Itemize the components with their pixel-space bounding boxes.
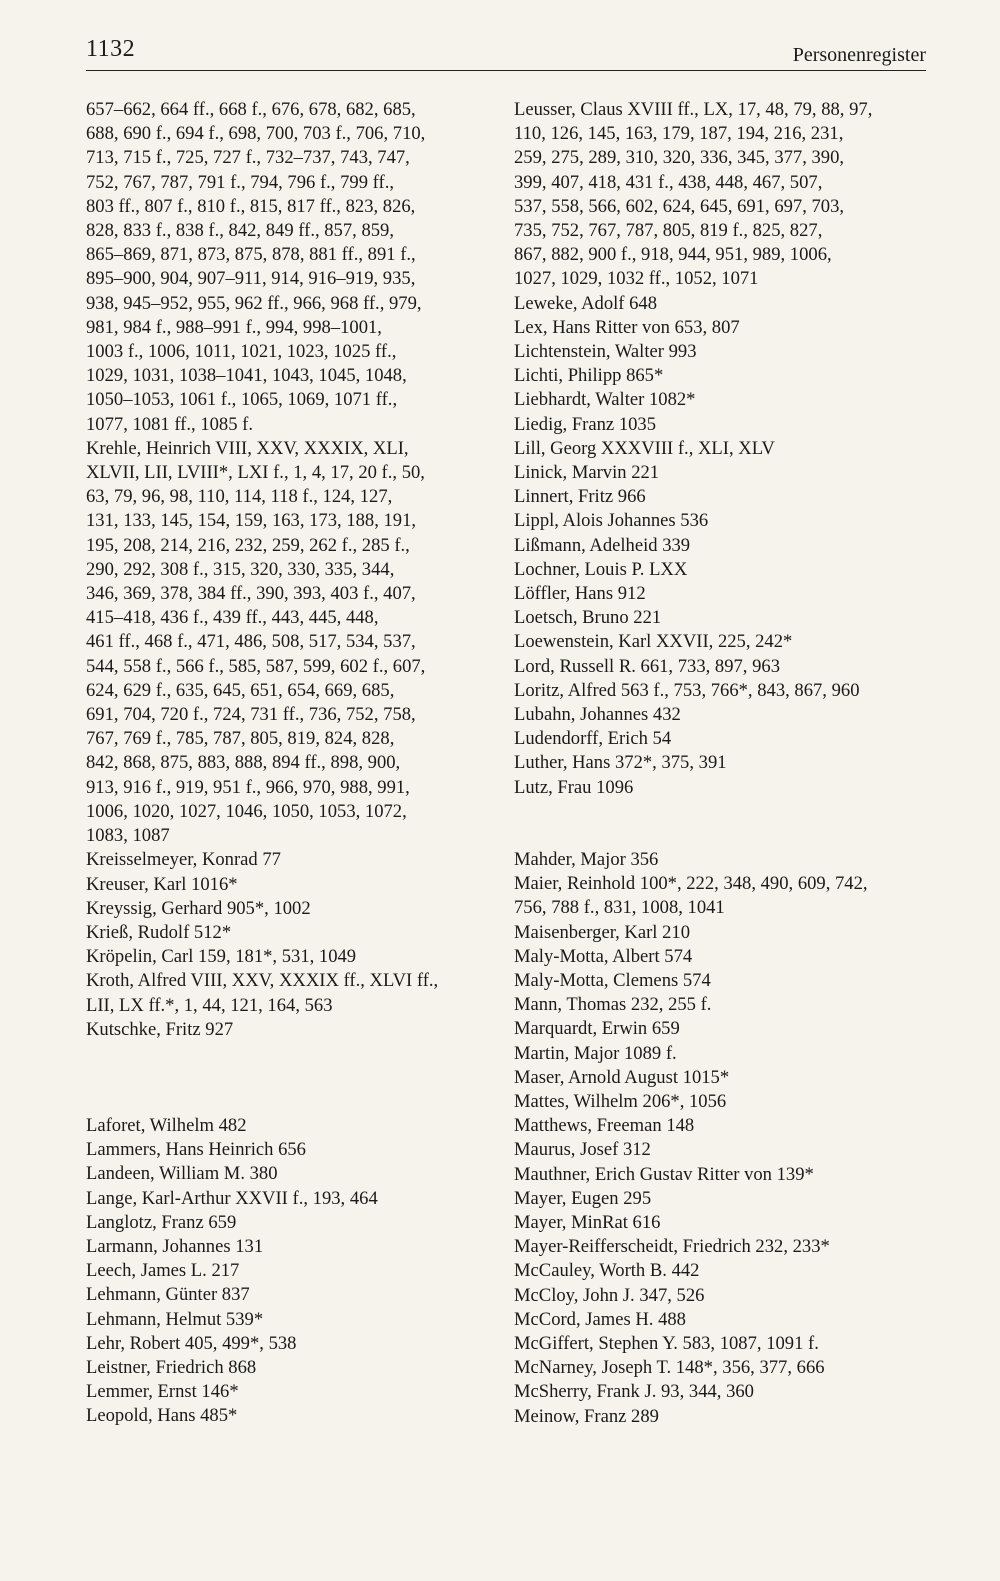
index-entry-line: Langlotz, Franz 659: [86, 1211, 237, 1233]
index-entry: [514, 340, 940, 364]
index-entry-line: Maly-Motta, Clemens 574: [514, 969, 711, 991]
index-entry-line: 691, 704, 720 f., 724, 731 ff., 736, 752, 758,: [86, 704, 416, 726]
index-entry-line: Loritz, Alfred 563 f., 753, 766*, 843, 867, 960: [514, 679, 860, 701]
index-entry-line: Meinow, Franz 289: [514, 1405, 659, 1427]
index-entry-line: Lehmann, Günter 837: [86, 1284, 250, 1306]
entry-block-k: [86, 98, 506, 1042]
index-entry-line: 1083, 1087: [86, 825, 170, 847]
index-entry-line: 544, 558 f., 566 f., 585, 587, 599, 602 f., 607,: [86, 655, 426, 677]
index-entry-line: Lubahn, Johannes 432: [514, 704, 681, 726]
index-entry: [514, 437, 940, 461]
entry-block-m: [514, 848, 940, 1429]
index-entry: [514, 364, 940, 388]
index-entry-line: Martin, Major 1089 f.: [514, 1042, 677, 1064]
index-entry: [514, 98, 940, 292]
page-number: 1132: [86, 36, 136, 62]
index-entry: [514, 993, 940, 1017]
index-entry: [514, 679, 940, 703]
index-entry-line: Laforet, Wilhelm 482: [86, 1114, 247, 1136]
index-entry: [514, 703, 940, 727]
index-column-left: [86, 98, 506, 1429]
index-entry: [514, 1332, 940, 1356]
index-column-right: [514, 98, 940, 1429]
index-entry: [86, 945, 506, 969]
index-entry-line: 415–418, 436 f., 439 ff., 443, 445, 448,: [86, 607, 379, 629]
index-entry-line: 657–662, 664 ff., 668 f., 676, 678, 682, 685,: [86, 99, 416, 120]
index-entry: [514, 1284, 940, 1308]
index-entry-line: 1003 f., 1006, 1011, 1021, 1023, 1025 ff.,: [86, 341, 397, 363]
index-entry: [86, 1283, 506, 1307]
index-entry-line: Larmann, Johannes 131: [86, 1235, 264, 1257]
index-entry-line: Landeen, William M. 380: [86, 1163, 278, 1185]
index-entry: [86, 1211, 506, 1235]
index-entry: [86, 1138, 506, 1162]
index-entry-line: Mauthner, Erich Gustav Ritter von 139*: [514, 1163, 814, 1185]
running-head: Personenregister: [792, 44, 926, 66]
index-entry: [86, 1114, 506, 1138]
index-entry: [86, 1187, 506, 1211]
index-entry-line: Loewenstein, Karl XXVII, 225, 242*: [514, 631, 793, 653]
index-entry-line: Krehle, Heinrich VIII, XXV, XXXIX, XLI,: [86, 437, 409, 459]
index-entry-line: 1077, 1081 ff., 1085 f.: [86, 413, 253, 435]
index-entry-line: Leopold, Hans 485*: [86, 1405, 238, 1427]
index-entry-line: Lutz, Frau 1096: [514, 776, 634, 798]
entry-block-l-continued: [514, 98, 940, 800]
index-entry: [514, 1308, 940, 1332]
index-entry-line: Leech, James L. 217: [86, 1260, 240, 1282]
entry-block-l: [86, 1114, 506, 1429]
index-entry-line: 842, 868, 875, 883, 888, 894 ff., 898, 900,: [86, 752, 401, 774]
index-entry: [514, 558, 940, 582]
index-entry: [514, 872, 940, 920]
index-entry: [86, 873, 506, 897]
index-entry-line: 688, 690 f., 694 f., 698, 700, 703 f., 706, 710,: [86, 123, 426, 145]
index-entry: [86, 1162, 506, 1186]
index-entry-line: 110, 126, 145, 163, 179, 187, 194, 216, 231,: [514, 123, 844, 145]
index-entry-line: Lochner, Louis P. LXX: [514, 558, 688, 580]
index-entry: [514, 1235, 940, 1259]
index-entry: [86, 848, 506, 872]
index-entry-line: Lehr, Robert 405, 499*, 538: [86, 1332, 297, 1354]
index-entry-line: 803 ff., 807 f., 810 f., 815, 817 ff., 823, 826,: [86, 195, 416, 217]
index-entry-line: McGiffert, Stephen Y. 583, 1087, 1091 f.: [514, 1332, 819, 1354]
index-entry: [514, 1114, 940, 1138]
index-entry: [514, 1163, 940, 1187]
index-entry-line: 756, 788 f., 831, 1008, 1041: [514, 897, 725, 919]
index-entry-line: 346, 369, 378, 384 ff., 390, 393, 403 f., 407,: [86, 583, 416, 605]
index-entry: [514, 1259, 940, 1283]
index-entry: [514, 509, 940, 533]
index-entry: [514, 727, 940, 751]
index-entry-line: Maly-Motta, Albert 574: [514, 945, 693, 967]
index-entry: [514, 534, 940, 558]
index-entry-line: Marquardt, Erwin 659: [514, 1018, 680, 1040]
index-entry-line: 537, 558, 566, 602, 624, 645, 691, 697, 703,: [514, 195, 845, 217]
index-entry: [514, 945, 940, 969]
index-entry-line: 895–900, 904, 907–911, 914, 916–919, 935,: [86, 268, 416, 290]
index-entry: [514, 1090, 940, 1114]
index-entry-continued: [86, 98, 506, 437]
index-entry-line: Lange, Karl-Arthur XXVII f., 193, 464: [86, 1187, 378, 1209]
index-entry-line: LII, LX ff.*, 1, 44, 121, 164, 563: [86, 994, 333, 1016]
index-entry: [514, 921, 940, 945]
index-entry: [514, 1017, 940, 1041]
index-entry-line: Ludendorff, Erich 54: [514, 728, 672, 750]
index-entry: [514, 413, 940, 437]
index-entry: [514, 606, 940, 630]
index-entry: [514, 461, 940, 485]
index-entry: [514, 1380, 940, 1404]
index-entry-line: 867, 882, 900 f., 918, 944, 951, 989, 1006,: [514, 244, 832, 266]
index-entry-line: 195, 208, 214, 216, 232, 259, 262 f., 285 f.,: [86, 534, 410, 556]
index-entry: [514, 1187, 940, 1211]
index-entry: [86, 1356, 506, 1380]
index-entry-line: Mayer-Reifferscheidt, Friedrich 232, 233*: [514, 1236, 830, 1258]
index-entry: [86, 1380, 506, 1404]
index-entry-line: Maurus, Josef 312: [514, 1139, 651, 1161]
index-entry: [514, 1211, 940, 1235]
index-entry: [514, 316, 940, 340]
index-entry-line: Linnert, Fritz 966: [514, 486, 646, 508]
index-entry-line: Lippl, Alois Johannes 536: [514, 510, 709, 532]
index-entry: [86, 897, 506, 921]
index-entry-line: Mann, Thomas 232, 255 f.: [514, 994, 712, 1016]
letter-gap: [514, 800, 940, 848]
index-entry: [514, 969, 940, 993]
index-entry-line: Kreuser, Karl 1016*: [86, 873, 238, 895]
letter-gap: [86, 1042, 506, 1114]
index-entry-line: Leusser, Claus XVIII ff., LX, 17, 48, 79, 88, 97,: [514, 99, 873, 120]
index-entry-line: 461 ff., 468 f., 471, 486, 508, 517, 534, 537,: [86, 631, 416, 653]
index-entry-line: 981, 984 f., 988–991 f., 994, 998–1001,: [86, 316, 382, 338]
index-entry-line: 290, 292, 308 f., 315, 320, 330, 335, 344,: [86, 558, 395, 580]
index-entry-line: Mahder, Major 356: [514, 848, 659, 870]
index-entry-line: Lord, Russell R. 661, 733, 897, 963: [514, 655, 780, 677]
index-entry-line: Lill, Georg XXXVIII f., XLI, XLV: [514, 437, 775, 459]
index-entry: [86, 1018, 506, 1042]
index-entry: [514, 1356, 940, 1380]
index-entry-line: Linick, Marvin 221: [514, 462, 660, 484]
index-entry: [514, 1138, 940, 1162]
index-entry-line: 1027, 1029, 1032 ff., 1052, 1071: [514, 268, 759, 290]
index-entry-line: 63, 79, 96, 98, 110, 114, 118 f., 124, 127,: [86, 486, 393, 508]
index-entry-line: Lammers, Hans Heinrich 656: [86, 1139, 306, 1161]
index-entry-line: Mayer, Eugen 295: [514, 1187, 652, 1209]
index-entry-line: 399, 407, 418, 431 f., 438, 448, 467, 507,: [514, 171, 823, 193]
index-entry-line: Loetsch, Bruno 221: [514, 607, 662, 629]
index-entry: [86, 969, 506, 1017]
index-entry-line: 735, 752, 767, 787, 805, 819 f., 825, 827,: [514, 220, 823, 242]
index-entry-line: Mayer, MinRat 616: [514, 1211, 661, 1233]
index-entry: [514, 776, 940, 800]
index-entry-line: Matthews, Freeman 148: [514, 1115, 695, 1137]
index-entry-line: Löffler, Hans 912: [514, 583, 646, 605]
index-entry-line: Kroth, Alfred VIII, XXV, XXXIX ff., XLVI ff.,: [86, 970, 439, 992]
index-entry: [514, 630, 940, 654]
index-entry-line: 1029, 1031, 1038–1041, 1043, 1045, 1048,: [86, 365, 407, 387]
index-entry-line: Kröpelin, Carl 159, 181*, 531, 1049: [86, 946, 357, 968]
index-entry-line: Leweke, Adolf 648: [514, 292, 658, 314]
index-entry: [86, 437, 506, 848]
index-entry-line: Leistner, Friedrich 868: [86, 1356, 257, 1378]
index-entry: [514, 1042, 940, 1066]
index-entry-line: 752, 767, 787, 791 f., 794, 796 f., 799 ff.,: [86, 171, 394, 193]
index-entry-line: 938, 945–952, 955, 962 ff., 966, 968 ff., 979,: [86, 292, 422, 314]
index-entry-line: Kreisselmeyer, Konrad 77: [86, 849, 281, 871]
index-entry: [86, 1404, 506, 1428]
index-entry-line: Lex, Hans Ritter von 653, 807: [514, 316, 740, 338]
index-entry-line: Lißmann, Adelheid 339: [514, 534, 691, 556]
index-entry-line: 259, 275, 289, 310, 320, 336, 345, 377, 390,: [514, 147, 845, 169]
index-entry-line: Mattes, Wilhelm 206*, 1056: [514, 1090, 727, 1112]
index-entry-line: 865–869, 871, 873, 875, 878, 881 ff., 891 f.,: [86, 244, 416, 266]
index-entry: [514, 1066, 940, 1090]
index-entry-line: Lichtenstein, Walter 993: [514, 341, 697, 363]
index-entry-line: Liedig, Franz 1035: [514, 413, 657, 435]
index-entry-line: 713, 715 f., 725, 727 f., 732–737, 743, 747,: [86, 147, 410, 169]
index-entry: [514, 655, 940, 679]
index-entry-line: Maser, Arnold August 1015*: [514, 1066, 730, 1088]
index-entry-line: 913, 916 f., 919, 951 f., 966, 970, 988, 991,: [86, 776, 410, 798]
index-entry: [514, 292, 940, 316]
index-entry-line: McNarney, Joseph T. 148*, 356, 377, 666: [514, 1357, 825, 1379]
index-entry: [514, 751, 940, 775]
index-entry: [514, 388, 940, 412]
page-header: [86, 34, 926, 71]
index-entry: [86, 1235, 506, 1259]
index-entry-line: 1050–1053, 1061 f., 1065, 1069, 1071 ff.,: [86, 389, 398, 411]
index-entry-line: 131, 133, 145, 154, 159, 163, 173, 188, 191,: [86, 510, 417, 532]
index-entry-line: 767, 769 f., 785, 787, 805, 819, 824, 828,: [86, 728, 395, 750]
index-entry-line: Maier, Reinhold 100*, 222, 348, 490, 609, 742,: [514, 873, 868, 895]
index-entry: [514, 848, 940, 872]
index-entry-line: Liebhardt, Walter 1082*: [514, 389, 696, 411]
index-entry: [514, 485, 940, 509]
index-entry-line: Kreyssig, Gerhard 905*, 1002: [86, 897, 311, 919]
index-entry-line: 828, 833 f., 838 f., 842, 849 ff., 857, 859,: [86, 220, 394, 242]
index-entry: [86, 1332, 506, 1356]
index-entry-line: McCloy, John J. 347, 526: [514, 1284, 705, 1306]
index-entry-line: McSherry, Frank J. 93, 344, 360: [514, 1381, 754, 1403]
index-entry-line: Lemmer, Ernst 146*: [86, 1381, 239, 1403]
index-entry: [86, 921, 506, 945]
index-entry-line: XLVII, LII, LVIII*, LXI f., 1, 4, 17, 20 f., 50,: [86, 462, 425, 484]
index-entry: [86, 1308, 506, 1332]
index-entry-line: Krieß, Rudolf 512*: [86, 921, 232, 943]
index-entry: [514, 1405, 940, 1429]
index-entry-line: Luther, Hans 372*, 375, 391: [514, 752, 727, 774]
index-entry: [86, 1259, 506, 1283]
index-entry-line: 624, 629 f., 635, 645, 651, 654, 669, 685,: [86, 679, 395, 701]
index-entry-line: 1006, 1020, 1027, 1046, 1050, 1053, 1072,: [86, 800, 407, 822]
index-entry: [514, 582, 940, 606]
index-entry-line: McCord, James H. 488: [514, 1308, 686, 1330]
index-entry-line: Kutschke, Fritz 927: [86, 1018, 234, 1040]
index-entry-line: Lichti, Philipp 865*: [514, 365, 664, 387]
index-entry-line: McCauley, Worth B. 442: [514, 1260, 700, 1282]
index-entry-line: Maisenberger, Karl 210: [514, 921, 691, 943]
index-entry-line: Lehmann, Helmut 539*: [86, 1308, 264, 1330]
